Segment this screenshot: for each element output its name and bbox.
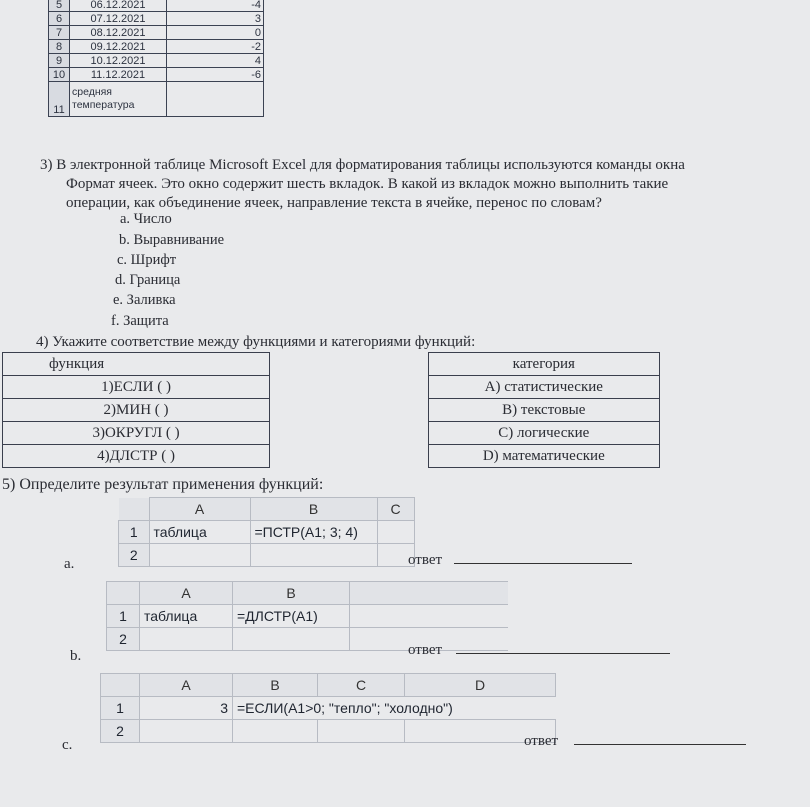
cell-c1 xyxy=(377,521,414,544)
answer-label: ответ xyxy=(408,642,443,658)
date-cell: 10.12.2021 xyxy=(70,54,167,68)
header-row xyxy=(101,674,556,697)
column-header-a: A xyxy=(140,582,233,605)
spreadsheet-a xyxy=(118,497,415,567)
table-row xyxy=(49,12,264,26)
row-number: 2 xyxy=(101,720,140,743)
function-cell: 1)ЕСЛИ ( ) xyxy=(3,376,270,399)
date-cell: 08.12.2021 xyxy=(70,26,167,40)
cell-a2 xyxy=(140,628,233,651)
table-row xyxy=(49,40,264,54)
date-cell: 06.12.2021 xyxy=(70,0,167,12)
column-header-a: A xyxy=(149,498,250,521)
value-cell: 0 xyxy=(167,26,264,40)
category-cell: A) статистические xyxy=(428,376,659,399)
cell-b1: =ДЛСТР(A1) xyxy=(233,605,350,628)
column-header-c: C xyxy=(318,674,405,697)
matching-table xyxy=(2,352,660,468)
answer-label: ответ xyxy=(408,552,443,568)
table-row xyxy=(119,544,415,567)
option-b: b. Выравнивание xyxy=(119,232,225,248)
table-row xyxy=(3,445,660,468)
cell-b2 xyxy=(233,720,318,743)
value-cell: 3 xyxy=(167,12,264,26)
table-row xyxy=(107,605,509,628)
spreadsheet-c xyxy=(100,673,556,743)
table-row xyxy=(3,376,660,399)
cell-a1: таблица xyxy=(140,605,233,628)
question-5-title: 5) Определите результат применения функций: xyxy=(2,476,324,493)
average-cell xyxy=(167,82,264,117)
cell-a2 xyxy=(140,720,233,743)
option-e: e. Заливка xyxy=(113,292,176,308)
row-number: 1 xyxy=(107,605,140,628)
cell-c1 xyxy=(350,605,509,628)
table-row xyxy=(3,353,660,376)
table-row xyxy=(49,82,264,117)
answer-b xyxy=(408,642,670,659)
cell-a2 xyxy=(149,544,250,567)
answer-a xyxy=(408,552,632,569)
corner-cell xyxy=(107,582,140,605)
letter-a: a. xyxy=(64,556,75,572)
category-cell: B) текстовые xyxy=(428,399,659,422)
header-row xyxy=(107,582,509,605)
row-number: 1 xyxy=(101,697,140,720)
table-row xyxy=(119,521,415,544)
corner-cell xyxy=(119,498,150,521)
column-header-category: категория xyxy=(428,353,659,376)
date-cell: 11.12.2021 xyxy=(70,68,167,82)
column-header-b: B xyxy=(250,498,377,521)
function-cell: 4)ДЛСТР ( ) xyxy=(3,445,270,468)
gap-cell xyxy=(270,353,428,376)
function-cell: 3)ОКРУГЛ ( ) xyxy=(3,422,270,445)
cell-c2 xyxy=(318,720,405,743)
row-number: 9 xyxy=(49,54,70,68)
question-3-line-3: операции, как объединение ячеек, направление текста в ячейке, перенос по словам? xyxy=(66,195,602,211)
table-row xyxy=(49,54,264,68)
gap-cell xyxy=(270,376,428,399)
answer-c xyxy=(524,733,746,750)
cell-b2 xyxy=(233,628,350,651)
question-3-line-1: 3) В электронной таблице Microsoft Excel для форматирования таблицы используются команды окна xyxy=(40,157,685,173)
column-header-empty xyxy=(350,582,509,605)
category-cell: C) логические xyxy=(428,422,659,445)
row-number: 8 xyxy=(49,40,70,54)
cell-b2 xyxy=(250,544,377,567)
table-row xyxy=(3,399,660,422)
header-row xyxy=(119,498,415,521)
cell-b1: =ЕСЛИ(A1>0; "тепло"; "холодно") xyxy=(237,700,453,716)
question-4-title: 4) Укажите соответствие между функциями и категориями функций: xyxy=(36,334,476,350)
row-number: 7 xyxy=(49,26,70,40)
table-row xyxy=(49,26,264,40)
value-cell: -4 xyxy=(167,0,264,12)
row-number: 6 xyxy=(49,12,70,26)
average-temperature-label xyxy=(70,82,167,117)
table-row xyxy=(49,68,264,82)
column-header-d: D xyxy=(405,674,556,697)
answer-line[interactable] xyxy=(456,653,670,654)
column-header-function: функция xyxy=(3,353,270,376)
spreadsheet-b xyxy=(106,581,508,651)
value-cell: -6 xyxy=(167,68,264,82)
answer-line[interactable] xyxy=(454,563,632,564)
row-number: 11 xyxy=(49,82,70,117)
table-row xyxy=(101,720,556,743)
letter-b: b. xyxy=(70,648,82,664)
row-number: 2 xyxy=(119,544,150,567)
option-c: c. Шрифт xyxy=(117,252,177,268)
table-row xyxy=(3,422,660,445)
gap-cell xyxy=(270,422,428,445)
value-cell: -2 xyxy=(167,40,264,54)
cell-a1: 3 xyxy=(140,697,233,720)
row-number: 1 xyxy=(119,521,150,544)
date-cell: 07.12.2021 xyxy=(70,12,167,26)
letter-c: c. xyxy=(62,737,73,753)
question-3-line-2: Формат ячеек. Это окно содержит шесть вкладок. В какой из вкладок можно выполнить такие xyxy=(66,176,669,192)
value-cell: 4 xyxy=(167,54,264,68)
column-header-a: A xyxy=(140,674,233,697)
cell-b1: =ПСТР(A1; 3; 4) xyxy=(250,521,377,544)
cell-a1: таблица xyxy=(149,521,250,544)
table-row xyxy=(49,0,264,12)
corner-cell xyxy=(101,674,140,697)
label-line-1: средняя xyxy=(72,86,112,98)
row-number: 2 xyxy=(107,628,140,651)
label-line-2: температура xyxy=(72,99,135,111)
category-cell: D) математические xyxy=(428,445,659,468)
row-number: 10 xyxy=(49,68,70,82)
answer-label: ответ xyxy=(524,733,559,749)
column-header-b: B xyxy=(233,582,350,605)
gap-cell xyxy=(270,399,428,422)
option-f: f. Защита xyxy=(111,313,169,329)
option-d: d. Граница xyxy=(115,272,181,288)
answer-line[interactable] xyxy=(574,744,746,745)
option-a: a. Число xyxy=(120,211,172,227)
date-cell: 09.12.2021 xyxy=(70,40,167,54)
row-number: 5 xyxy=(49,0,70,12)
column-header-b: B xyxy=(233,674,318,697)
temperature-table xyxy=(48,0,264,117)
table-row xyxy=(101,697,556,720)
function-cell: 2)МИН ( ) xyxy=(3,399,270,422)
column-header-c: C xyxy=(377,498,414,521)
gap-cell xyxy=(270,445,428,468)
